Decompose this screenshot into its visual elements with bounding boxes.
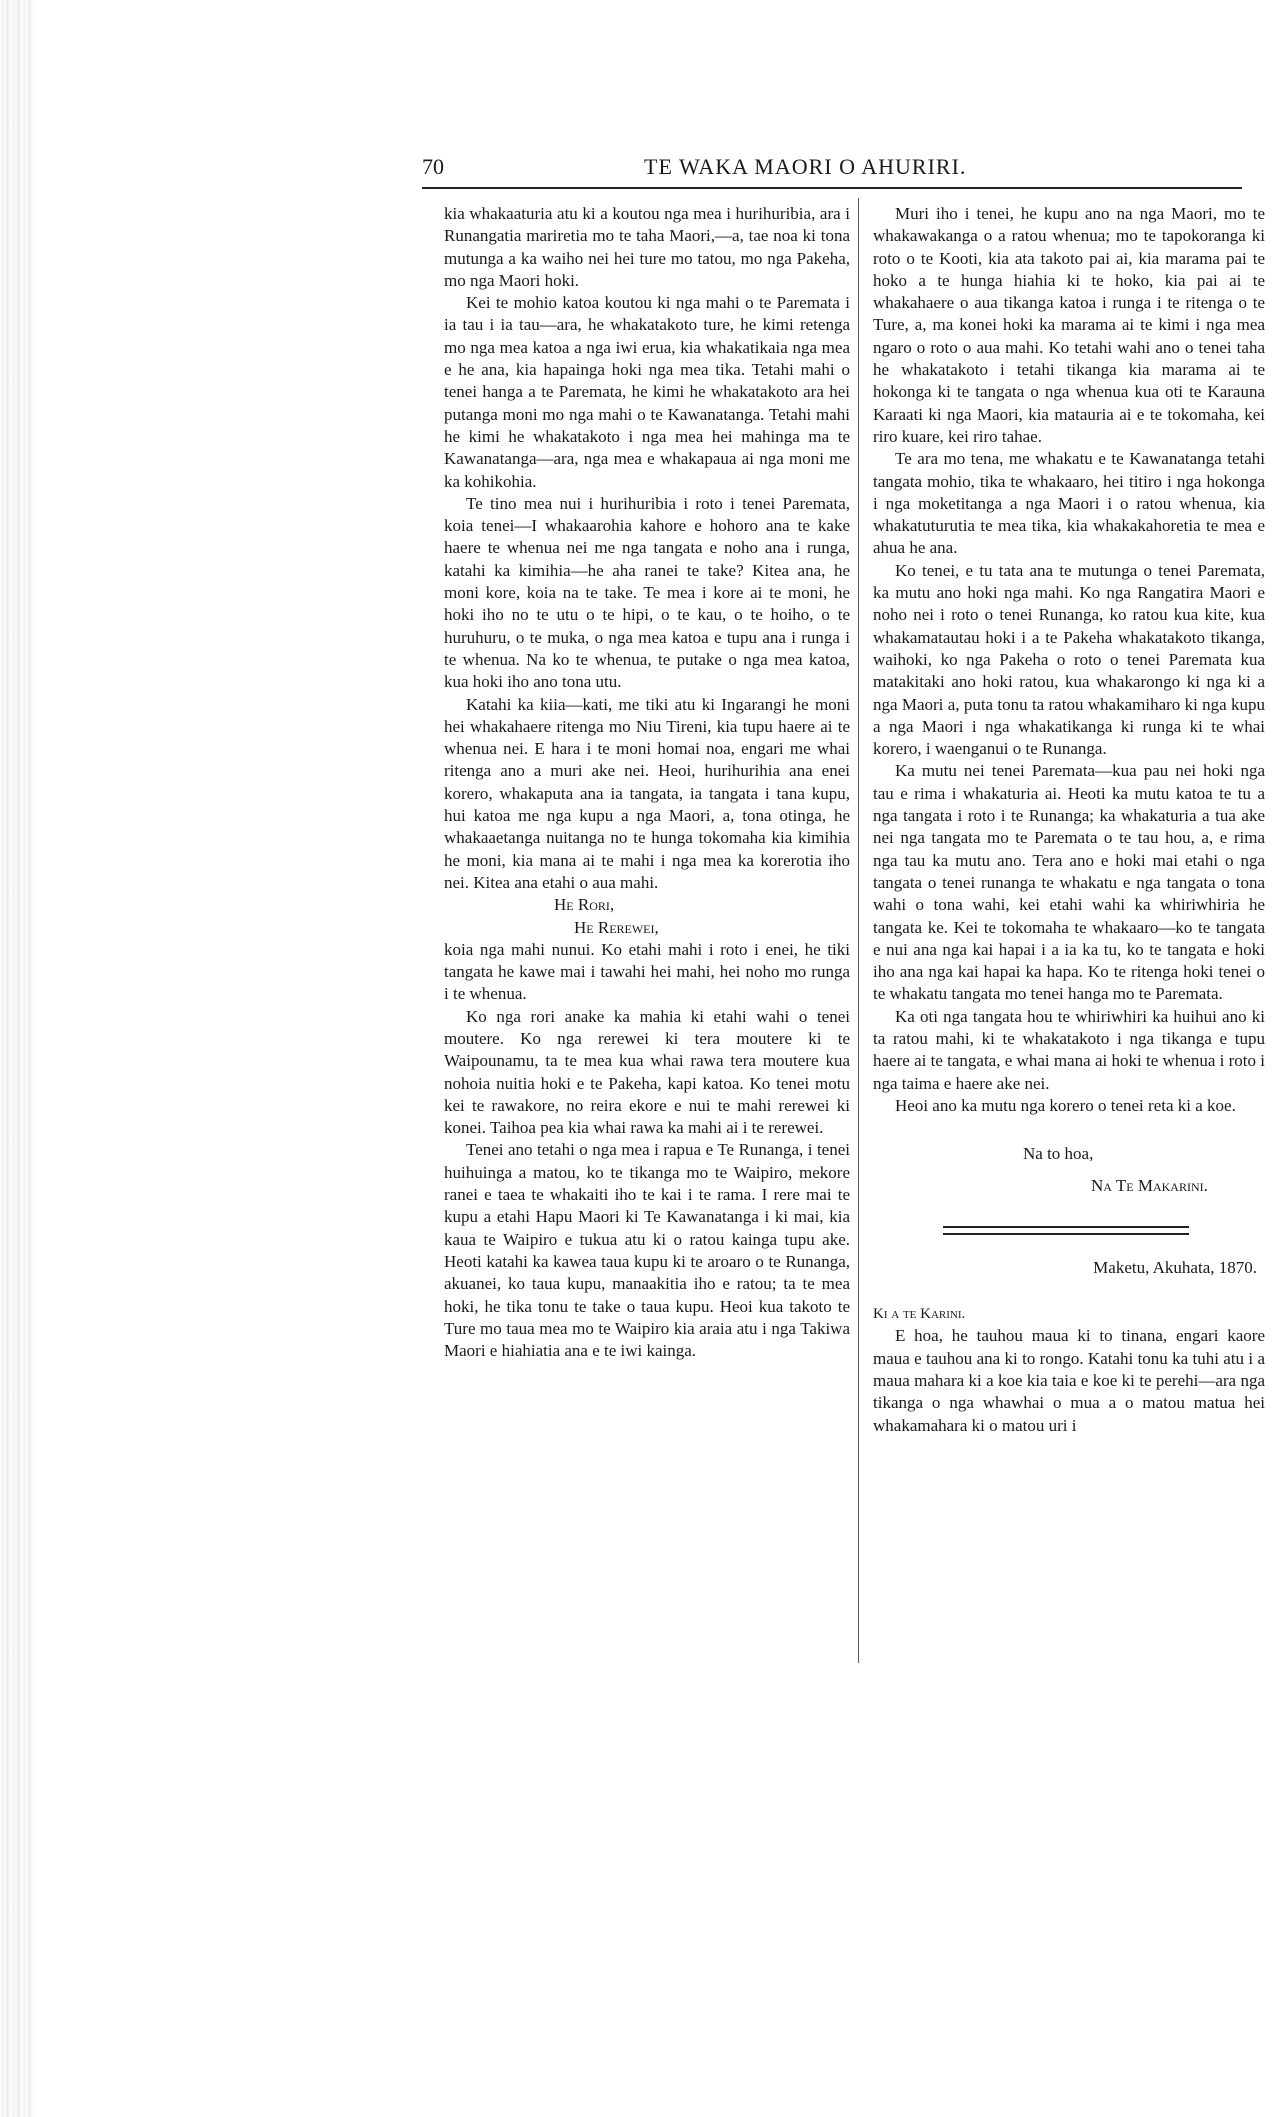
paragraph: Heoi ano ka mutu nga korero o tenei reta ki a koe. [895, 1095, 1236, 1115]
paragraph: Te tino mea nui i hurihuribia i roto i tenei Paremata, koia tenei—I whakaarohia kahore e hohoro ana te kake haere te whenua nei me nga tangata e noho ana i runga, katahi ka kimihia—he aha ranei te take? Kitea ana, he moni kore, koia na te take. Te mea i kore ai te moni, he hoki iho no te utu o te hipi, o te kau, o te hoiho, o te huruhuru, o te muka, o nga mea katoa e tupu ana i runga i te whenua. Na ko te whenua, te putake o nga mea katoa, kua hoki iho ano tona utu. [444, 493, 850, 692]
page-header [422, 154, 1262, 184]
list-item-roads: He Rori, [554, 895, 615, 915]
letter-closing: Na to hoa, [1023, 1144, 1094, 1164]
running-title: TE WAKA MAORI O AHURIRI. [644, 154, 967, 179]
left-column [444, 203, 850, 1362]
paragraph: Tenei ano tetahi o nga mea i rapua e Te Runanga, i tenei huihuinga a matou, ko te tikanga mo te Waipiro, mekore ranei e taea te whakaiti iho te kai i te rama. I rere mai te kupu a etahi Hapu Maori ki Te Kawanatanga i ki mai, kia kaua te Waipiro e tukua atu ki o ratou kainga tupu ake. Heoti katahi ka kawea taua kupu ki te aroaro o te Runanga, akuanei, ko taua kupu, manaakitia iho e ratou; ta te mea hoki, he tika tonu te take o taua kupu. Heoi kua takoto te Ture mo taua mea mo te Waipiro kia araia atu i nga Takiwa Maori e hiahiatia ana e te iwi kainga. [444, 1140, 850, 1361]
paragraph: E hoa, he tauhou maua ki to tinana, engari kaore maua e tauhou ana ki to rongo. Katahi tonu ka tuhi atu i a maua mahara ki a koe kia taia e koe ki te perehi—ara nga tikanga o nga whawhai o mua a o matou matua hei whakamahara ki o matou uri i [873, 1326, 1265, 1435]
paragraph: Kei te mohio katoa koutou ki nga mahi o te Paremata i ia tau i ia tau—ara, he whakatakoto ture, he kimi retenga mo nga mea katoa a nga iwi erua, kia whakatikaia nga mea e he ana, kia hapainga hoki nga mea tika. Tetahi mahi o tenei hanga a te Paremata, he kimi he whakatakoto ara hei putanga moni mo nga mahi o te Kawanatanga. Tetahi mahi he kimi he whakatakoto i nga mea hei mahinga ma te Kawanatanga—ara, nga mea e whakapaua ai nga moni me ka kohikohia. [444, 293, 850, 491]
page-number: 70 [422, 154, 444, 179]
scan-edge [0, 0, 34, 2117]
list-item-railways: He Rerewei, [574, 917, 659, 937]
paragraph: Ka mutu nei tenei Paremata—kua pau nei hoki nga tau e rima i whakaturia ai. Heoti ka mutu katoa te tu a nga tangata i roto i te Runanga; ka whakaturia a tua ake nei nga tangata mo te Paremata o te tau hou, a, e rima nga tau ka mutu ano. Tera ano e hoki mai etahi o nga tangata o tenei runanga te whakatu e nga tangata o tona wahi o tona wahi, kei etahi wahi ka whiriwhiria he tangata ke. Kei te tokomaha te whakaaro—ko te tangata e nui ana nga kai hapai i a ia ka tu, ko te tangata e hoki iho ana nga kai hapai ka hapa. Ko te ritenga hoki tenei o te whakatu tangata mo tenei hanga mo te Paremata. [873, 761, 1265, 1004]
right-column [873, 203, 1265, 1437]
letter-heading: Ki a te Karini. [873, 1306, 966, 1323]
paragraph: Ka oti nga tangata hou te whiriwhiri ka huihui ano ki ta ratou mahi, ki te whakatakoto i nga tikanga e tupu haere ai te tangata, e whai mana ai hoki te whenua i roto i nga taima e haere ake nei. [873, 1006, 1265, 1093]
paragraph: Ko tenei, e tu tata ana te mutunga o tenei Paremata, ka mutu ano hoki nga mahi. Ko nga Rangatira Maori e noho nei i roto o tenei Runanga, ko ratou kua kite, kua whakamatautau hoki i a te Pakeha whakatakoto tikanga, waihoki, ko nga Pakeha o roto o tenei Paremata kua matakitaki ano hoki ratou, kua whakarongo ki nga ki a nga Maori a, puta tonu ta ratou whakamiharo ki nga kupu a nga Maori i nga whakatikanga ki runga ki te whai korero, i waenganui o te Runanga. [873, 560, 1265, 759]
section-divider [943, 1226, 1189, 1235]
dateline: Maketu, Akuhata, 1870. [1093, 1257, 1257, 1277]
paragraph: Katahi ka kiia—kati, me tiki atu ki Ingarangi he moni hei whakahaere ritenga mo Niu Tireni, kia tupu haere ai te whenua nei. E hara i te moni homai noa, engari me whai ritenga ano a muri ake nei. Heoi, hurihurihia ana enei korero, whakaputa ana ia tangata, ia tangata i tana kupu, hui katoa me nga kupu a nga Maori, a, tona otinga, he whakaaetanga nuitanga no te hunga tokomaha kia kimihia he moni, kia mana ai te mahi i nga mea ka korerotia iho nei. Kitea ana etahi o aua mahi. [444, 694, 850, 892]
header-rule [422, 187, 1242, 189]
paragraph: koia nga mahi nunui. Ko etahi mahi i roto i enei, he tiki tangata he kawe mai i tawahi hei mahi, hei noho mo runga i te whenua. [444, 939, 850, 1004]
paragraph: Te ara mo tena, me whakatu e te Kawanatanga tetahi tangata mohio, tika te whakaaro, hei titiro i nga hokonga i nga moketitanga a nga Maori i o ratou whenua, kia whakatuturutia te mea tika, kia whakakahoretia te mea e ahua he ana. [873, 449, 1265, 558]
paragraph: kia whakaaturia atu ki a koutou nga mea i hurihuribia, ara i Runangatia mariretia mo te taha Maori,—a, tae noa ki tona mutunga a ka waiho nei hei ture mo tatou, mo nga Pakeha, mo nga Maori hoki. [444, 204, 850, 290]
letter-signature: Na Te Makarini. [1091, 1176, 1208, 1196]
paragraph: Ko nga rori anake ka mahia ki etahi wahi o tenei moutere. Ko nga rerewei ki tera moutere ki te Waipounamu, ta te mea kua whai rawa tera moutere kua nohoia nuitia hoki e te Pakeha, kapi katoa. Ko tenei motu kei te rawakore, no reira ekore e nui te mahi rerewei ki konei. Taihoa pea kia whai rawa ka mahi ai i te rerewei. [444, 1006, 850, 1138]
paragraph: Muri iho i tenei, he kupu ano na nga Maori, mo te whakawakanga o a ratou whenua; mo te tapokoranga ki roto o te Kooti, kia ata takoto pai ai, kia marama pai te hoko a te hunga hiahia ki te hoko, kia pai ai te whakahaere o aua tikanga katoa i runga i te ritenga o te Ture, a, ma konei hoki ka marama ai te kimi i nga mea ngaro o roto o aua mahi. Ko tetahi wahi ano o tenei taha he whakatakoto i tetahi tikanga kia marama ai te hokonga ki te tangata o nga whenua kua oti te Karauna Karaati ki nga Maori, kia matauria ai e te tokomaha, kei riro kuare, kei riro tahae. [873, 204, 1265, 446]
column-divider [858, 198, 859, 1663]
